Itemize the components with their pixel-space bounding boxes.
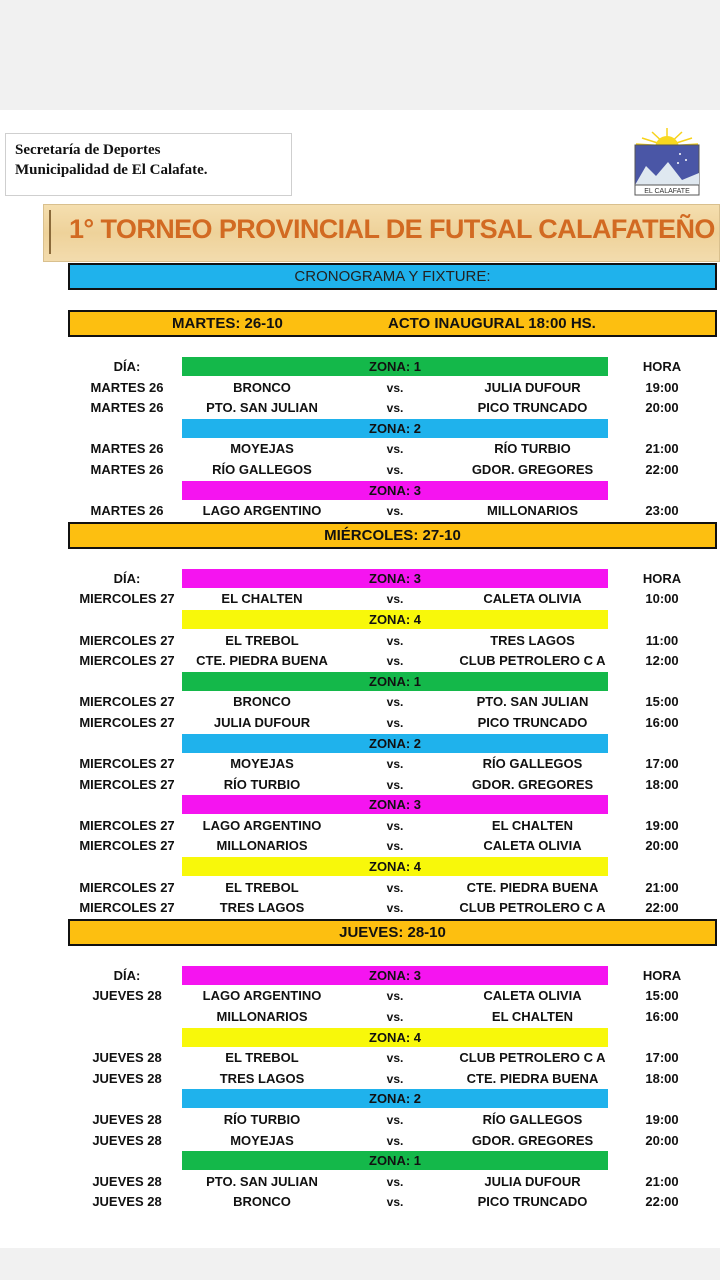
match-day: MIERCOLES 27 [79, 756, 175, 772]
match-time: 19:00 [645, 817, 679, 833]
document-page [0, 110, 720, 1248]
match-day: MARTES 26 [90, 441, 164, 457]
column-header-hora: HORA [642, 359, 682, 374]
versus-label: vs. [386, 839, 404, 854]
day-header-band [68, 919, 717, 946]
org-line-1: Secretaría de Deportes [15, 142, 161, 158]
away-team: GDOR. GREGORES [471, 461, 594, 477]
spacer [0, 337, 720, 357]
org-line-2: Municipalidad de El Calafate. [15, 162, 208, 178]
zone-row [0, 734, 720, 755]
match-row [0, 651, 720, 672]
home-team: MILLONARIOS [216, 1009, 308, 1025]
away-team: TRES LAGOS [490, 632, 575, 648]
away-team: CALETA OLIVIA [483, 591, 582, 607]
versus-label: vs. [386, 818, 404, 833]
zone-label: ZONA: 3 [182, 481, 608, 500]
match-day: MIERCOLES 27 [79, 714, 175, 730]
away-team: PICO TRUNCADO [477, 1194, 588, 1210]
match-row [0, 1192, 720, 1213]
home-team: PTO. SAN JULIAN [206, 1173, 318, 1189]
match-time: 18:00 [645, 776, 679, 792]
match-row [0, 1048, 720, 1069]
match-time: 11:00 [645, 632, 679, 648]
spacer [0, 549, 720, 569]
versus-label: vs. [386, 757, 404, 772]
away-team: JULIA DUFOUR [484, 379, 581, 395]
zone-row [0, 672, 720, 693]
match-time: 21:00 [645, 441, 679, 457]
versus-label: vs. [386, 777, 404, 792]
home-team: LAGO ARGENTINO [202, 988, 322, 1004]
away-team: RÍO GALLEGOS [482, 756, 583, 772]
versus-label: vs. [386, 1133, 404, 1148]
schedule [0, 310, 720, 1213]
column-header-hora: HORA [642, 967, 682, 983]
versus-label: vs. [386, 1174, 404, 1189]
versus-label: vs. [386, 880, 404, 895]
home-team: EL TREBOL [225, 632, 299, 648]
column-header-day: DÍA: [113, 570, 141, 586]
versus-label: vs. [386, 504, 404, 519]
match-time: 20:00 [645, 1132, 679, 1148]
away-team: CALETA OLIVIA [483, 838, 582, 854]
home-team: EL TREBOL [225, 879, 299, 895]
column-header-day: DÍA: [113, 967, 141, 983]
zone-row [0, 966, 720, 987]
organization-box [5, 133, 292, 196]
day-header-band [68, 522, 717, 549]
versus-label: vs. [386, 901, 404, 916]
match-day: MIERCOLES 27 [79, 694, 175, 710]
home-team: JULIA DUFOUR [213, 714, 311, 730]
versus-label: vs. [386, 442, 404, 457]
away-team: CALETA OLIVIA [483, 988, 582, 1004]
away-team: PICO TRUNCADO [477, 400, 588, 416]
match-time: 18:00 [645, 1070, 679, 1086]
home-team: BRONCO [233, 694, 291, 710]
versus-label: vs. [386, 462, 404, 477]
match-day: JUEVES 28 [92, 1112, 162, 1127]
match-time: 22:00 [645, 900, 679, 916]
match-time: 10:00 [645, 591, 679, 607]
versus-label: vs. [386, 654, 404, 669]
home-team: LAGO ARGENTINO [202, 817, 322, 833]
tournament-title: 1° TORNEO PROVINCIAL DE FUTSAL CALAFATEÑO [69, 214, 715, 244]
away-team: CLUB PETROLERO C A [459, 653, 606, 669]
versus-label: vs. [386, 1071, 404, 1086]
home-team: PTO. SAN JULIAN [206, 400, 318, 416]
match-time: 17:00 [645, 1050, 679, 1066]
match-day: MARTES 26 [90, 379, 164, 395]
match-time: 16:00 [645, 714, 679, 730]
match-time: 17:00 [645, 756, 679, 772]
match-day: MIERCOLES 27 [79, 591, 175, 607]
home-team: EL TREBOL [225, 1050, 299, 1066]
match-time: 22:00 [645, 461, 679, 477]
match-time: 21:00 [645, 1173, 679, 1189]
zone-row [0, 610, 720, 631]
zone-label: ZONA: 4 [182, 857, 608, 876]
zone-label: ZONA: 1 [182, 672, 608, 691]
away-team: GDOR. GREGORES [471, 1132, 594, 1148]
match-day: JUEVES 28 [92, 1173, 162, 1189]
zone-label: ZONA: 2 [182, 419, 608, 438]
versus-label: vs. [386, 1195, 404, 1210]
match-row [0, 1110, 720, 1131]
match-day: MARTES 26 [90, 400, 164, 416]
zone-label: ZONA: 4 [182, 610, 608, 629]
day-header-date: JUEVES: 28-10 [339, 923, 446, 941]
match-day: JUEVES 28 [92, 1132, 162, 1148]
match-row [0, 398, 720, 419]
match-row [0, 378, 720, 399]
versus-label: vs. [386, 695, 404, 710]
schedule-subtitle: CRONOGRAMA Y FIXTURE: [68, 263, 717, 290]
match-row [0, 898, 720, 919]
away-team: PICO TRUNCADO [477, 714, 588, 730]
home-team: MOYEJAS [230, 1132, 294, 1148]
away-team: JULIA DUFOUR [484, 1173, 581, 1189]
match-row [0, 1172, 720, 1193]
zone-label: ZONA: 3 [182, 795, 608, 814]
match-row [0, 631, 720, 652]
match-row [0, 836, 720, 857]
match-row [0, 1069, 720, 1090]
zone-row [0, 1151, 720, 1172]
away-team: CLUB PETROLERO C A [459, 1050, 606, 1066]
tournament-title-banner [43, 204, 720, 262]
match-row [0, 878, 720, 899]
away-team: MILLONARIOS [487, 503, 578, 519]
home-team: CTE. PIEDRA BUENA [196, 653, 328, 669]
home-team: TRES LAGOS [219, 900, 305, 916]
home-team: TRES LAGOS [219, 1070, 305, 1086]
match-time: 12:00 [645, 653, 679, 669]
match-row [0, 501, 720, 522]
away-team: RÍO GALLEGOS [482, 1112, 583, 1127]
match-row [0, 816, 720, 837]
zone-label: ZONA: 1 [182, 357, 608, 376]
home-team: LAGO ARGENTINO [202, 503, 322, 519]
column-header-day: DÍA: [113, 359, 141, 374]
match-day: JUEVES 28 [92, 1070, 162, 1086]
home-team: MOYEJAS [230, 441, 294, 457]
versus-label: vs. [386, 1051, 404, 1066]
versus-label: vs. [386, 592, 404, 607]
home-team: BRONCO [233, 1194, 291, 1210]
zone-label: ZONA: 2 [182, 734, 608, 753]
match-time: 23:00 [645, 503, 679, 519]
versus-label: vs. [386, 401, 404, 416]
match-day: MIERCOLES 27 [79, 653, 175, 669]
column-header-hora: HORA [642, 570, 682, 586]
match-time: 20:00 [645, 400, 679, 416]
zone-label: ZONA: 3 [182, 569, 608, 588]
match-time: 16:00 [645, 1009, 679, 1025]
match-row [0, 986, 720, 1007]
zone-row [0, 481, 720, 502]
away-team: CLUB PETROLERO C A [459, 900, 606, 916]
match-day: MIERCOLES 27 [79, 838, 175, 854]
away-team: GDOR. GREGORES [471, 776, 594, 792]
match-time: 21:00 [645, 879, 679, 895]
zone-row [0, 795, 720, 816]
match-day: MIERCOLES 27 [79, 879, 175, 895]
match-time: 22:00 [645, 1194, 679, 1210]
zone-label: ZONA: 4 [182, 1028, 608, 1047]
home-team: EL CHALTEN [221, 591, 303, 607]
opening-ceremony-note: ACTO INAUGURAL 18:00 HS. [388, 315, 596, 332]
away-team: CTE. PIEDRA BUENA [466, 1070, 599, 1086]
versus-label: vs. [386, 715, 404, 730]
match-time: 15:00 [645, 694, 679, 710]
match-row [0, 775, 720, 796]
match-row [0, 589, 720, 610]
versus-label: vs. [386, 1113, 404, 1127]
match-day: JUEVES 28 [92, 1050, 162, 1066]
match-row [0, 1007, 720, 1028]
day-header-date: MIÉRCOLES: 27-10 [324, 526, 461, 544]
match-row [0, 439, 720, 460]
match-row [0, 754, 720, 775]
versus-label: vs. [386, 633, 404, 648]
home-team: RÍO GALLEGOS [212, 461, 312, 477]
zone-label: ZONA: 3 [182, 966, 608, 985]
home-team: BRONCO [233, 379, 291, 395]
home-team: MOYEJAS [230, 756, 294, 772]
match-day: MIERCOLES 27 [79, 900, 175, 916]
match-day: MIERCOLES 27 [79, 632, 175, 648]
away-team: RÍO TURBIO [494, 441, 571, 457]
home-team: RÍO TURBIO [223, 1112, 301, 1127]
spacer [0, 946, 720, 966]
away-team: PTO. SAN JULIAN [476, 694, 589, 710]
zone-row [0, 419, 720, 440]
away-team: EL CHALTEN [491, 1009, 574, 1025]
match-day: MIERCOLES 27 [79, 776, 175, 792]
match-row [0, 692, 720, 713]
versus-label: vs. [386, 380, 404, 395]
day-header-date: MARTES: 26-10 [172, 315, 283, 332]
zone-row [0, 1028, 720, 1049]
away-team: EL CHALTEN [491, 817, 574, 833]
svg-text:EL CALAFATE: EL CALAFATE [644, 188, 690, 195]
match-day: MIERCOLES 27 [79, 817, 175, 833]
zone-row [0, 357, 720, 378]
versus-label: vs. [386, 989, 404, 1004]
zone-row [0, 569, 720, 590]
match-day: JUEVES 28 [92, 988, 162, 1004]
away-team: CTE. PIEDRA BUENA [466, 879, 599, 895]
zone-row [0, 857, 720, 878]
zone-label: ZONA: 1 [182, 1151, 608, 1170]
match-row [0, 713, 720, 734]
match-time: 19:00 [645, 379, 679, 395]
match-day: JUEVES 28 [92, 1194, 162, 1210]
zone-label: ZONA: 2 [182, 1089, 608, 1108]
match-day: MARTES 26 [90, 461, 164, 477]
match-row [0, 1131, 720, 1152]
match-time: 19:00 [645, 1112, 679, 1127]
match-day: MARTES 26 [90, 503, 164, 519]
el-calafate-logo [634, 128, 700, 196]
match-time: 20:00 [645, 838, 679, 854]
match-row [0, 460, 720, 481]
versus-label: vs. [386, 1010, 404, 1025]
match-time: 15:00 [645, 988, 679, 1004]
day-header-band [68, 310, 717, 337]
home-team: RÍO TURBIO [223, 776, 301, 792]
zone-row [0, 1089, 720, 1110]
home-team: MILLONARIOS [216, 838, 308, 854]
